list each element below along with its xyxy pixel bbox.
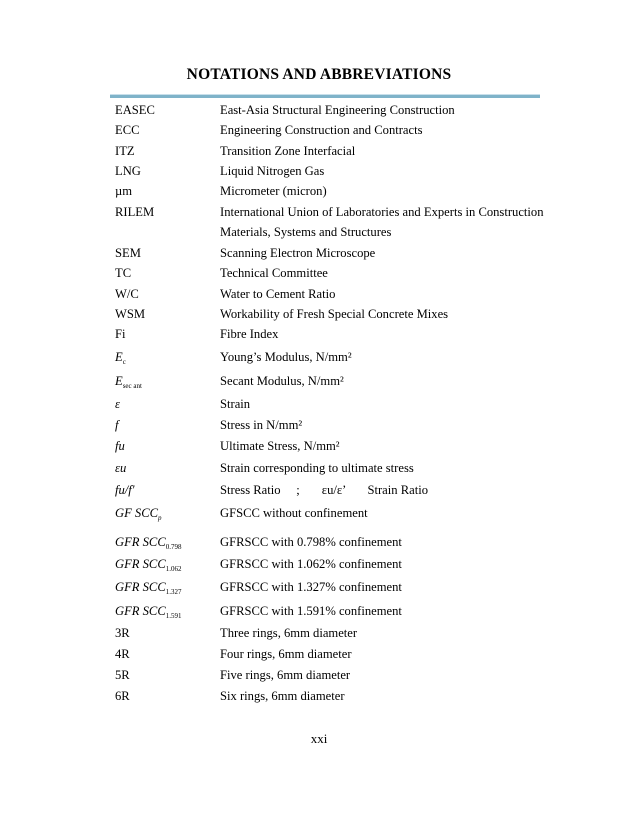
notation-abbreviation: W/C: [115, 287, 139, 301]
notation-definition: Young’s Modulus, N/mm²: [220, 350, 352, 364]
notation-subscript: c: [122, 358, 126, 366]
notation-definition: Stress in N/mm²: [220, 418, 303, 432]
notation-definition: Four rings, 6mm diameter: [220, 647, 352, 661]
notation-abbreviation: GFR $SCC_{1.327}$: [115, 580, 182, 596]
notation-definition: Fibre Index: [220, 327, 279, 341]
notation-abbreviation: GFR $SCC_{1.591}$: [115, 604, 182, 620]
notation-definition: Five rings, 6mm diameter: [220, 668, 351, 682]
notation-subscript: 1.062: [165, 565, 182, 573]
notation-abbreviation: f: [115, 418, 119, 432]
notation-definition: Six rings, 6mm diameter: [220, 689, 345, 703]
notation-abbreviation: WSM: [115, 307, 146, 321]
notation-abbreviation: LNG: [115, 164, 141, 178]
notation-definition: GFSCC without confinement: [220, 506, 368, 520]
notation-definition: Scanning Electron Microscope: [220, 246, 376, 260]
notation-subscript: p: [158, 514, 162, 522]
notation-abbreviation: RILEM: [115, 205, 155, 219]
notation-abbreviation: EASEC: [115, 103, 155, 117]
notation-abbreviation: fu/f': [115, 483, 135, 497]
notation-definition: GFRSCC with 0.798% confinement: [220, 535, 402, 549]
title-divider: [110, 94, 540, 98]
notation-definition: Secant Modulus, N/mm²: [220, 374, 344, 388]
notation-definition: Strain corresponding to ultimate stress: [220, 461, 414, 475]
notation-abbreviation: GFR $SCC_{1.062}$: [115, 557, 182, 573]
notation-definition: Workability of Fresh Special Concrete Mixes: [220, 307, 449, 321]
notation-definition: GFRSCC with 1.062% confinement: [220, 557, 402, 571]
notation-abbreviation: GFR $SCC_{0.798}$: [115, 535, 182, 551]
notation-abbreviation: fu: [115, 439, 125, 453]
notation-abbreviation: $E_c$: [115, 350, 126, 366]
notation-definition: Three rings, 6mm diameter: [220, 626, 358, 640]
notation-abbreviation: 6R: [115, 689, 130, 703]
notation-abbreviation: TC: [115, 266, 132, 280]
notation-subscript: sec ant: [122, 382, 142, 390]
notation-abbreviation: Fi: [115, 327, 126, 341]
notation-abbreviation: 5R: [115, 668, 130, 682]
notation-abbreviation: ITZ: [115, 144, 135, 158]
notation-abbreviation: $E_{sec ant}$: [115, 374, 142, 390]
notation-definition: International Union of Laboratories and Experts in Construction: [220, 205, 544, 219]
notation-definition: Liquid Nitrogen Gas: [220, 164, 325, 178]
notation-definition: Engineering Construction and Contracts: [220, 123, 423, 137]
page-title: NOTATIONS AND ABBREVIATIONS: [186, 66, 452, 83]
notation-abbreviation: GF $SCC_p$: [115, 506, 162, 522]
notation-definition: East-Asia Structural Engineering Construction: [220, 103, 455, 117]
notation-definition: GFRSCC with 1.591% confinement: [220, 604, 402, 618]
notation-abbreviation: ECC: [115, 123, 140, 137]
notation-definition: Stress Ratio ; εu/ε’ Strain Ratio: [220, 483, 428, 497]
notation-abbreviation: ε: [115, 397, 120, 411]
notation-abbreviation: µm: [115, 184, 133, 198]
notation-subscript: 0.798: [165, 543, 182, 551]
notation-definition: GFRSCC with 1.327% confinement: [220, 580, 402, 594]
notation-definition: Technical Committee: [220, 266, 328, 280]
notation-subscript: 1.591: [165, 612, 182, 620]
notation-definition: Micrometer (micron): [220, 184, 327, 198]
notation-abbreviation: 4R: [115, 647, 130, 661]
notation-definition: Water to Cement Ratio: [220, 287, 336, 301]
notation-definition: Ultimate Stress, N/mm²: [220, 439, 340, 453]
notation-subscript: 1.327: [165, 588, 182, 596]
page-number: xxi: [310, 731, 328, 746]
notation-abbreviation: 3R: [115, 626, 130, 640]
notation-abbreviation: εu: [115, 461, 127, 475]
notation-definition: Materials, Systems and Structures: [220, 225, 392, 239]
notation-definition: Transition Zone Interfacial: [220, 144, 356, 158]
notation-abbreviation: SEM: [115, 246, 141, 260]
notation-definition: Strain: [220, 397, 251, 411]
